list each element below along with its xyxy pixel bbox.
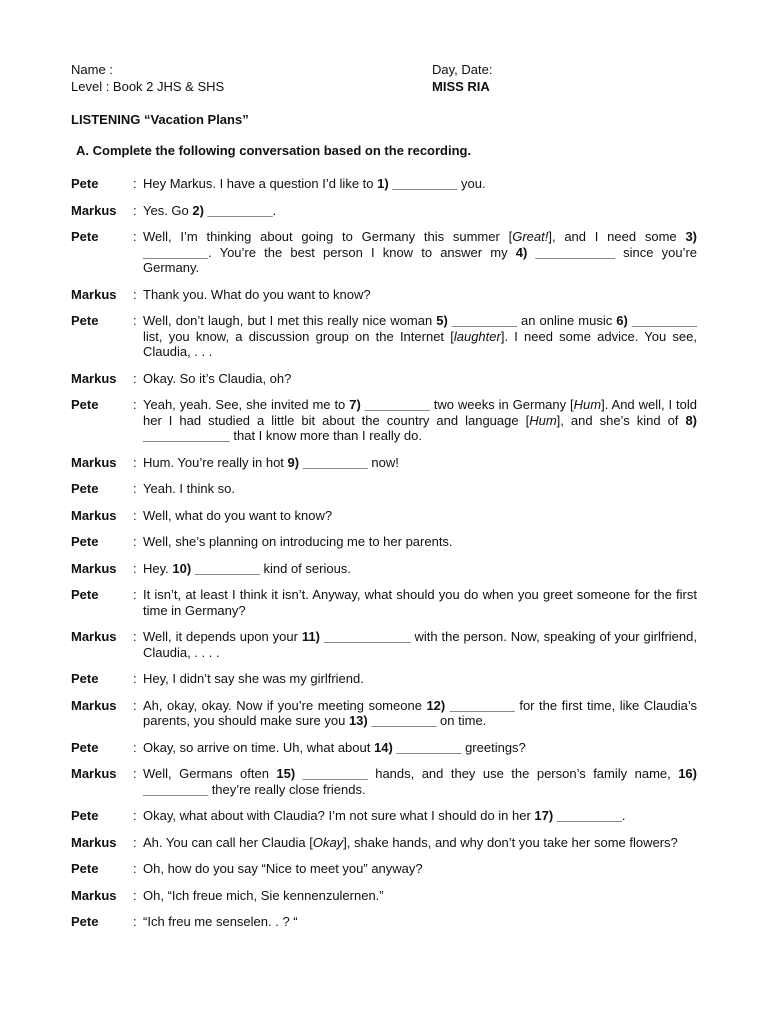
teacher-name: MISS RIA	[432, 79, 490, 94]
dialogue-segment: .	[621, 808, 626, 823]
dialogue-line	[71, 176, 697, 192]
dialogue-segment: Yeah. I think so.	[143, 481, 236, 496]
speaker-colon: :	[133, 739, 137, 755]
speaker-colon: :	[133, 370, 137, 386]
speaker-name: Markus	[71, 629, 117, 644]
dialogue-line	[71, 287, 697, 303]
answer-blank: 6) _________	[616, 313, 697, 328]
dialogue-segment: you.	[457, 176, 486, 191]
dialogue-text	[143, 740, 697, 756]
dialogue-segment: they’re really close friends.	[208, 781, 366, 797]
speaker-colon: :	[133, 887, 137, 903]
speaker-name: Pete	[71, 739, 99, 755]
answer-blank: 13) _________	[348, 713, 437, 728]
answer-blank: 3) _________	[143, 229, 697, 260]
dialogue-segment: now!	[367, 454, 399, 470]
dialogue-segment: an online music	[516, 313, 617, 328]
dialogue-line	[71, 835, 697, 851]
dialogue-segment: ]. And well, I told her I had studied a little bit about the country and language [	[143, 397, 698, 428]
dialogue-segment: Yeah, yeah. See, she invited me to	[143, 397, 350, 412]
answer-blank: 14) _________	[373, 739, 462, 755]
speaker-name: Markus	[71, 370, 117, 386]
dialogue-segment: Okay, what about with Claudia? I’m not sure what I should do in her	[143, 808, 535, 823]
speaker-colon: :	[133, 507, 137, 523]
dialogue-text	[143, 371, 697, 387]
answer-blank: 7) _________	[349, 397, 430, 412]
dialogue-text	[143, 203, 697, 219]
speaker-colon: :	[133, 534, 137, 549]
speaker-name: Markus	[71, 834, 117, 850]
answer-blank: 17) _________	[534, 808, 622, 823]
dialogue-text	[143, 534, 697, 550]
dialogue-text	[143, 835, 697, 851]
speaker-colon: :	[133, 808, 137, 823]
speaker-name: Markus	[71, 286, 117, 302]
dialogue-segment: It isn’t, at least I think it isn’t. Anyway, what should you do when you greet someone for the first time in Germany?	[143, 587, 697, 618]
section-instruction: A. Complete the following conversation based on the recording.	[76, 143, 472, 158]
dialogue-text	[143, 671, 697, 687]
dialogue-segment: with the person. Now, speaking of your girlfriend, Claudia, . . . .	[143, 629, 697, 660]
dialogue-segment: Hey.	[143, 560, 173, 576]
speaker-colon: :	[133, 834, 137, 850]
speaker-colon: :	[133, 766, 137, 781]
worksheet-title: LISTENING “Vacation Plans”	[71, 112, 249, 127]
dialogue-text	[143, 766, 697, 797]
dialogue-segment: Yes. Go	[143, 202, 193, 218]
dialogue-line	[71, 534, 697, 550]
speaker-colon: :	[133, 671, 137, 686]
speaker-colon: :	[133, 202, 137, 218]
speaker-name: Markus	[71, 697, 117, 713]
level-label: Level : Book 2 JHS & SHS	[71, 79, 225, 94]
dialogue-segment: Ah. You can call her Claudia [	[143, 834, 313, 850]
speaker-name: Markus	[71, 507, 117, 523]
answer-blank: 1) _________	[377, 176, 458, 191]
dialogue-segment: ], and she’s kind of	[556, 412, 686, 428]
dialogue-text	[143, 561, 697, 577]
speaker-name: Pete	[71, 481, 99, 496]
dialogue-segment: Oh, how do you say “Nice to meet you” anyway?	[143, 861, 423, 876]
stage-note: Hum	[573, 397, 602, 412]
dialogue-segment: Well, don’t laugh, but I met this really nice woman	[143, 313, 437, 328]
dialogue-line	[71, 914, 697, 930]
speaker-name: Pete	[71, 534, 99, 549]
speaker-name: Pete	[71, 229, 99, 244]
dialogue-line	[71, 455, 697, 471]
answer-blank: 15) _________	[276, 766, 368, 781]
dialogue-segment: . You’re the best person I know to answer my	[208, 244, 516, 260]
answer-blank: 5) _________	[436, 313, 517, 328]
dialogue-line	[71, 698, 697, 729]
dialogue-text	[143, 229, 697, 276]
speaker-colon: :	[133, 229, 137, 244]
dialogue-segment: Well, Germans often	[143, 766, 277, 781]
dialogue-line	[71, 808, 697, 824]
dialogue-text	[143, 508, 697, 524]
dialogue-segment: Okay. So it’s Claudia, oh?	[143, 370, 292, 386]
day-date-label: Day, Date:	[432, 62, 493, 77]
dialogue-segment: Okay, so arrive on time. Uh, what about	[143, 739, 374, 755]
dialogue-segment: kind of serious.	[259, 560, 351, 576]
speaker-colon: :	[133, 861, 137, 876]
dialogue-line	[71, 629, 697, 660]
speaker-colon: :	[133, 914, 137, 929]
dialogue-text	[143, 455, 697, 471]
dialogue-text	[143, 914, 697, 930]
dialogue-line	[71, 587, 697, 618]
answer-blank: 4) ___________	[515, 244, 615, 260]
answer-blank: 12) _________	[426, 697, 515, 713]
dialogue-segment: two weeks in Germany [	[429, 397, 574, 412]
speaker-name: Pete	[71, 313, 99, 328]
dialogue-text	[143, 481, 697, 497]
name-label: Name :	[71, 62, 113, 77]
speaker-colon: :	[133, 629, 137, 644]
speaker-name: Markus	[71, 202, 117, 218]
dialogue-line	[71, 861, 697, 877]
speaker-colon: :	[133, 697, 137, 713]
speaker-colon: :	[133, 397, 137, 412]
answer-blank: 8) ____________	[143, 412, 697, 443]
dialogue-segment: “Ich freu me senselen. . ? “	[143, 914, 298, 929]
dialogue-line	[71, 766, 697, 797]
dialogue-segment: list, you know, a discussion group on the Internet [	[143, 328, 454, 344]
dialogue-line	[71, 371, 697, 387]
dialogue-segment: Well, it depends upon your	[143, 629, 302, 644]
speaker-name: Markus	[71, 454, 117, 470]
dialogue-text	[143, 888, 697, 904]
answer-blank: 11) ____________	[301, 629, 411, 644]
dialogue-segment: ]. I need some advice. You see, Claudia, . . .	[143, 328, 697, 359]
speaker-name: Markus	[71, 887, 117, 903]
dialogue-segment: that I know more than I really do.	[229, 428, 422, 443]
dialogue-text	[143, 861, 697, 877]
dialogue-line	[71, 229, 697, 276]
dialogue-segment: on time.	[436, 713, 487, 728]
dialogue-segment: Well, I’m thinking about going to Germany this summer [	[143, 229, 513, 244]
speaker-name: Pete	[71, 587, 99, 602]
dialogue-line	[71, 888, 697, 904]
dialogue-segment: Thank you. What do you want to know?	[143, 286, 371, 302]
answer-blank: 16) _________	[143, 766, 697, 797]
speaker-colon: :	[133, 560, 137, 576]
answer-blank: 9) _________	[287, 454, 368, 470]
dialogue-segment: Ah, okay, okay. Now if you’re meeting someone	[143, 697, 427, 713]
dialogue-text	[143, 587, 697, 618]
dialogue-segment: for the first time, like Claudia’s parents, you should make sure you	[143, 697, 697, 728]
speaker-name: Pete	[71, 808, 99, 823]
stage-note: laughter	[453, 328, 501, 344]
speaker-name: Pete	[71, 397, 99, 412]
speaker-name: Pete	[71, 671, 99, 686]
dialogue-segment: Well, she’s planning on introducing me to her parents.	[143, 534, 453, 549]
dialogue-text	[143, 287, 697, 303]
speaker-name: Pete	[71, 914, 99, 929]
speaker-name: Markus	[71, 766, 117, 781]
stage-note: Great!	[512, 229, 549, 244]
dialogue-text	[143, 397, 697, 444]
speaker-name: Pete	[71, 861, 99, 876]
dialogue-text	[143, 629, 697, 660]
dialogue-text	[143, 808, 697, 824]
dialogue-segment: Hey, I didn’t say she was my girlfriend.	[143, 671, 364, 686]
dialogue-segment: hands, and they use the person’s family name,	[367, 766, 679, 781]
speaker-name: Pete	[71, 176, 99, 191]
dialogue-segment: Oh, “Ich freue mich, Sie kennenzulernen.”	[143, 887, 384, 903]
dialogue-text	[143, 176, 697, 192]
dialogue-line	[71, 561, 697, 577]
dialogue-text	[143, 698, 697, 729]
dialogue-line	[71, 740, 697, 756]
speaker-colon: :	[133, 587, 137, 602]
speaker-colon: :	[133, 313, 137, 328]
answer-blank: 2) _________	[192, 202, 273, 218]
dialogue-segment: greetings?	[461, 739, 526, 755]
dialogue-line	[71, 671, 697, 687]
dialogue-segment: since you’re Germany.	[143, 244, 697, 275]
answer-blank: 10) _________	[172, 560, 260, 576]
speaker-colon: :	[133, 176, 137, 191]
dialogue-segment: ], and I need some	[548, 229, 686, 244]
dialogue-segment: Hum. You’re really in hot	[143, 454, 288, 470]
dialogue-segment: Hey Markus. I have a question I’d like to	[143, 176, 378, 191]
speaker-name: Markus	[71, 560, 117, 576]
speaker-colon: :	[133, 481, 137, 496]
speaker-colon: :	[133, 286, 137, 302]
dialogue-line	[71, 313, 697, 360]
stage-note: Hum	[529, 412, 557, 428]
dialogue-line	[71, 397, 697, 444]
dialogue-segment: Well, what do you want to know?	[143, 507, 333, 523]
speaker-colon: :	[133, 454, 137, 470]
dialogue-line	[71, 203, 697, 219]
stage-note: Okay	[312, 834, 344, 850]
dialogue-segment: ], shake hands, and why don’t you take her some flowers?	[343, 834, 678, 850]
dialogue-text	[143, 313, 697, 360]
dialogue-line	[71, 481, 697, 497]
dialogue-segment: .	[272, 202, 277, 218]
conversation	[71, 176, 697, 941]
dialogue-line	[71, 508, 697, 524]
